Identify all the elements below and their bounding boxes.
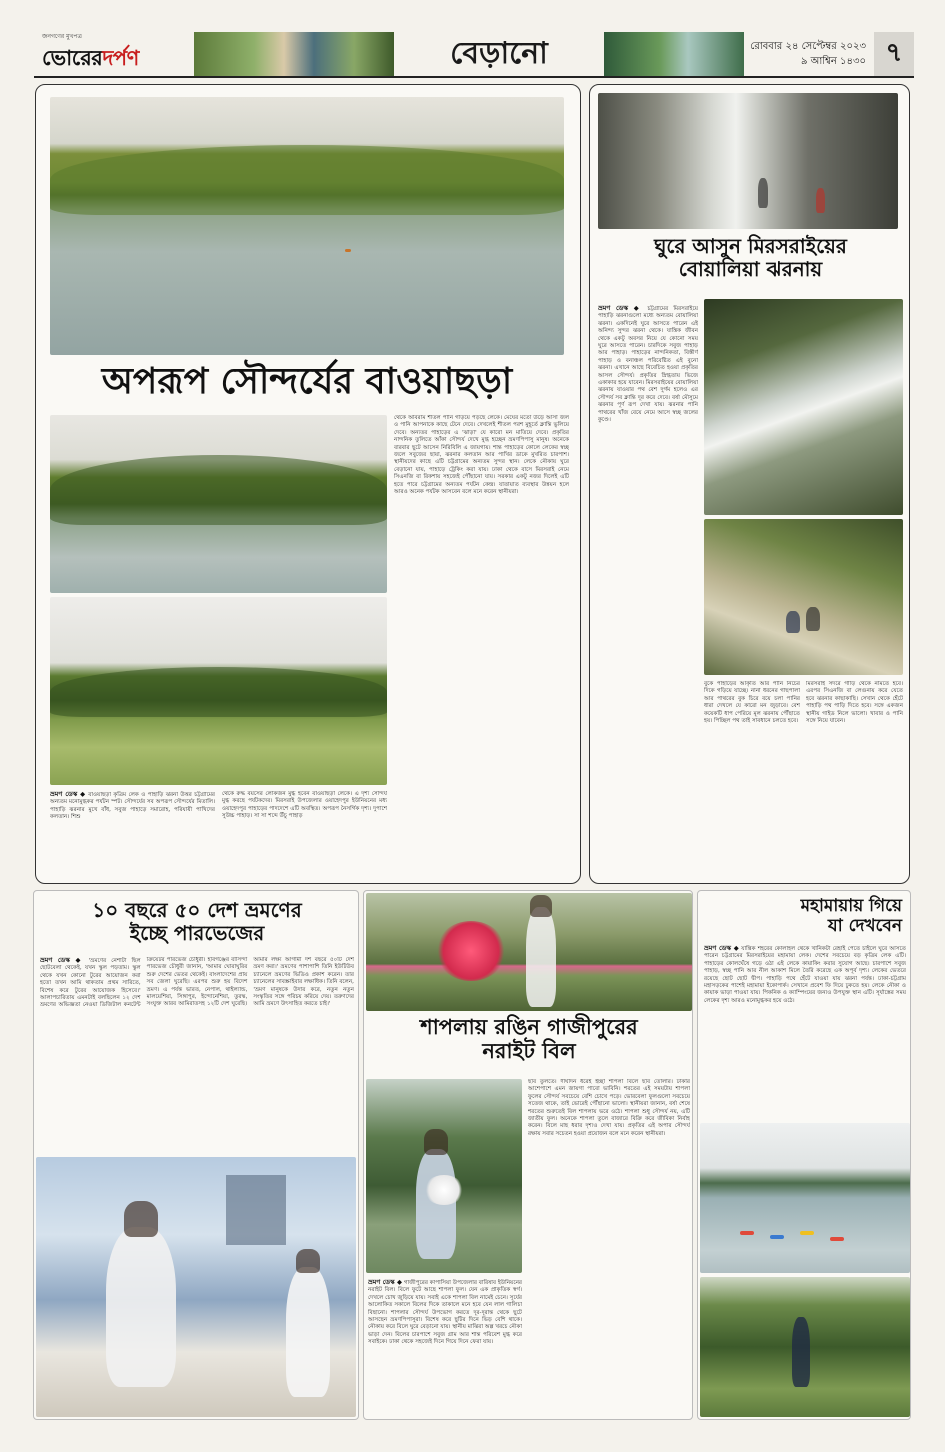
newspaper-name: ভোরেরদর্পণ bbox=[42, 46, 139, 70]
photo-lake-hills bbox=[50, 97, 564, 355]
article-boalia-left bbox=[598, 305, 698, 879]
issue-date-bengali: ৯ আশ্বিন ১৪৩০ bbox=[800, 56, 866, 67]
byline-boalia: ভ্রমণ ডেস্ক ◆ bbox=[598, 305, 643, 312]
headline-naraeet bbox=[368, 1015, 690, 1063]
photo-forest-hiker bbox=[700, 1277, 910, 1417]
photo-meadow bbox=[50, 597, 387, 785]
masthead bbox=[34, 32, 914, 78]
headline-bawachhara: অপরূপ সৌন্দর্যের বাওয়াছড়া bbox=[101, 361, 513, 402]
photo-lake-boats bbox=[700, 1123, 910, 1273]
body-boalia-mid: বুকে পাহাড়ের আকৃতি আর পানি নিচের দিকে গড়িয়ে যাচ্ছে। নানা ধরনের গাছপালা আর পাথরের বুক চিরে বয়ে চলা পানির ধারা দেখলে যে কারো মন জুড়াবে। বেশ কয়েকটি ধাপ পেরিয়ে মূল ঝরনায় পৌঁছাতে হয়। পিচ্ছিল পথ তাই সাবধানে চলতে হবে। bbox=[704, 681, 800, 725]
article-parvez-body bbox=[40, 957, 354, 1153]
body-bawachhara-middle: থেকে রুদ্ধ বয়সের লোকজন মুগ্ধ হবেন বাওয়াছড়া লেকে। এ দৃশ্য সৌন্দর্য মুগ্ধ করছে পর্যটকদের। মিরসরাই উপজেলার ওয়াহেদপুর ইউনিয়নের মধ্য ওয়াহেদপুর পাহাড়ের পাদদেশে এটি অবস্থিত। অপরূপ নৈসর্গিক দৃশ্য। দুপাশে সুউচ্চ পাহাড়। সা সা শব্দে উঁচু পাহাড় bbox=[222, 791, 387, 820]
headline-parvez-line1: ১০ বছরে ৫০ দেশ ভ্রমণের bbox=[92, 898, 302, 922]
photo-waterfall-group bbox=[598, 93, 898, 229]
body-parvez: 'ভ্রমণের নেশাটা ছিল ছোটবেলা থেকেই, যখন স্কুল পড়তাম। স্কুল থেকে যখন কোনো টুরের আয়োজন করা হতো তখন আমি থাকতাম প্রথম সারিতে, বিশেষ করে টুরের আয়োজক হিসেবে।' আলাপচারিতায় এমনটাই বলছিলেন ১২ দেশ ভ্রমণের অভিজ্ঞতা নেওয়া ডিজিটাল কনটেন্ট ক্রিয়েটর পারভেজ চৌধুরী। হবিগঞ্জের বাসিন্দা পারভেজ চৌধুরী জানান, 'আমার ঘোরাঘুরির শুরু দেশের ভেতর থেকেই। বাংলাদেশের প্রায় সব জেলা ঘুরেছি। এরপর শুরু হয় বিদেশ ভ্রমণ। এ পর্যন্ত ভারত, নেপাল, থাইল্যান্ড, মালয়েশিয়া, সিঙ্গাপুর, ইন্দোনেশিয়া, তুরস্ক, সংযুক্ত আরব আমিরাতসহ ১২টি দেশ ঘুরেছি। আমার লক্ষ্য আগামী দশ বছরে ৫০টি দেশ ভ্রমণ করা।' ভ্রমণের পাশাপাশি তিনি ইউটিউব চ্যানেলে ভ্রমণের ভিডিও প্রকাশ করেন। তার চ্যানেলের সাবস্ক্রাইবার লক্ষাধিক। তিনি বলেন, 'ভ্রমণ মানুষকে উদার করে, নতুন নতুন সংস্কৃতির সঙ্গে পরিচয় করিয়ে দেয়। তরুণদের আমি ভ্রমণে উৎসাহিত করতে চাই।' bbox=[40, 957, 354, 1009]
byline-mohamaya: ভ্রমণ ডেস্ক ◆ bbox=[704, 945, 740, 952]
article-parvez bbox=[33, 890, 359, 1420]
masthead-photo-left bbox=[194, 32, 394, 76]
article-naraeet bbox=[363, 890, 693, 1420]
headline-naraeet-line1: শাপলায় রঙিন গাজীপুরের bbox=[420, 1015, 638, 1039]
photo-man-with-lilies bbox=[366, 1079, 522, 1273]
issue-date-gregorian: রোববার ২৪ সেপ্টেম্বর ২০২৩ bbox=[750, 41, 866, 52]
body-mohamaya: যান্ত্রিক শহরের কোলাহল থেকে খানিকটা রেহাই পেতে চাইলে ঘুরে আসতে পারেন চট্টগ্রামের মিরসরাইয়ের মহামায়া লেক। দেশের সবচেয়ে বড় কৃত্রিম লেক এটি। পাহাড়ের কোলঘেঁষে গড়ে ওঠা এই লেকে কায়াকিং করার সুযোগ আছে। চারপাশে সবুজ পাহাড়, স্বচ্ছ পানি আর নীল আকাশ মিলে তৈরি করেছে এক অপূর্ব দৃশ্য। লেকের ভেতরে রয়েছে ছোট ছোট দ্বীপ। পাহাড়ি পথে হেঁটে যাওয়া যায় ঝরনা পর্যন্ত। ঢাকা-চট্টগ্রাম মহাসড়কের পাশেই মহামায়া ইকোপার্ক। সেখানে প্রবেশ ফি দিয়ে ঢুকতে হয়। লেকে নৌকা ও কায়াক ভাড়া পাওয়া যায়। পিকনিক ও ক্যাম্পিংয়ের জন্যও উপযুক্ত স্থান এটি। সূর্যাস্তের সময় লেকের দৃশ্য আরও মনোমুগ্ধকর হয়ে ওঠে। bbox=[704, 946, 906, 1004]
article-boalia-right bbox=[806, 681, 903, 879]
headline-mohamaya bbox=[702, 897, 908, 936]
byline-bawachhara: ভ্রমণ ডেস্ক ◆ bbox=[50, 791, 86, 798]
headline-boalia-line2: বোয়ালিয়া ঝরনায় bbox=[678, 257, 823, 281]
section-title: বেড়ানো bbox=[450, 35, 548, 71]
masthead-photo-right bbox=[604, 32, 744, 76]
newspaper-logo[interactable] bbox=[34, 32, 194, 76]
article-mohamaya bbox=[697, 890, 911, 1420]
headline-parvez bbox=[40, 899, 354, 945]
photo-parvez-travel bbox=[36, 1157, 356, 1417]
photo-water-lilies bbox=[366, 893, 692, 1011]
photo-waterfall-pool bbox=[704, 519, 903, 675]
byline-naraeet: ভ্রমণ ডেস্ক ◆ bbox=[368, 1279, 403, 1286]
article-mohamaya-body bbox=[704, 945, 906, 1093]
headline-naraeet-line2: নরাইট বিল bbox=[482, 1039, 576, 1064]
article-bawachhara-lead bbox=[50, 791, 215, 879]
issue-date bbox=[744, 32, 874, 76]
headline-mohamaya-line1: মহামায়ায় গিয়ে bbox=[800, 896, 902, 916]
headline-mohamaya-line2: যা দেখবেন bbox=[827, 915, 902, 936]
article-naraeet-right bbox=[528, 1079, 690, 1415]
headline-parvez-line2: ইচ্ছে পারভেজের bbox=[129, 921, 265, 945]
body-bawachhara-lead: বাওয়াছড়া কৃত্রিম লেক ও পাহাড়ি ঝরনা উত্তর চট্টগ্রামের অন্যতম মনোমুগ্ধকর পর্যটন স্পট। সৌন্দর্যের সব অপরূপ সৌন্দর্যের মিতালি। পাহাড়ি ঝরনার মুখে বাঁধ, সবুজ পাহাড়ে সমারোহ, পরিযায়ী পাখিদের কলতান। শিশু bbox=[50, 792, 215, 821]
article-boalia bbox=[589, 84, 910, 884]
article-bawachhara-middle bbox=[222, 791, 387, 879]
masthead-tagline: জনগণের মুখপত্র bbox=[42, 33, 82, 40]
headline-boalia bbox=[598, 235, 903, 281]
body-boalia-right: মিরসরাই সদরে গাড়ি থেকে নামতে হবে। এরপর সিএনজি বা লেগুনায় করে যেতে হবে ঝরনার কাছাকাছি। সেখান থেকে হেঁটে পাহাড়ি পথ পাড়ি দিতে হবে। সঙ্গে একজন স্থানীয় গাইড নিলে ভালো। খাবার ও পানি সঙ্গে নিয়ে যাবেন। bbox=[806, 681, 903, 725]
body-boalia-left: চট্টগ্রামের মিরসরাইয়ে পাহাড়ি ঝরনাগুলো মধ্যে অন্যতম বোয়ালিয়া ঝরনা। একদিনেই ঘুরে আসতে পারেন এই অনিন্দ্য সুন্দর ঝরনা থেকে। যান্ত্রিক জীবন থেকে একটু অবসর নিয়ে যে কোনো সময় ঘুরে আসতে পারেন। চারদিকে সবুজ পাহাড় আর পাহাড়। পাহাড়ের নান্দনিকতা, বিস্তীর্ণ পাহাড় ও বনাঞ্চল পরিবেষ্টিত এই বুনো ঝরনা। এখানে আছে বিবেচিত হওয়া প্রকৃতির আসল সৌন্দর্য। প্রকৃতির স্নিগ্ধতায় ভিজে একাকার হয়ে যাবেন। মিরসরাইয়ের বোয়ালিয়া ঝরনায় যাওয়ার পথ বেশ দুর্গম হলেও এর সৌন্দর্য সব ক্লান্তি দূর করে দেবে। বর্ষা মৌসুমে ঝরনার পূর্ণ রূপ দেখা যায়। ঝরনার পানি পাথরের খাঁজ বেয়ে নেমে আসে স্বচ্ছ জলের কুণ্ডে। bbox=[598, 306, 698, 424]
page-number: ৭ bbox=[874, 32, 914, 76]
article-bawachhara-right bbox=[394, 415, 569, 879]
article-bawachhara bbox=[35, 84, 581, 884]
byline-parvez: ভ্রমণ ডেস্ক ◆ bbox=[40, 957, 84, 964]
body-bawachhara-right: থেকে অবিরাম শীতল পানি গড়িয়ে পড়ছে লেকে। মেঘের মতো উড়ে আসা জল ও পানি আপনাকে কাছে টেনে দেবে। দেখলেই শীতল পরশ মুহূর্তে ক্লান্তি ভুলিয়ে দেবে। অন্যতর পাহাড়ের এ 'ঝাড়া' যে কারো মন মাতিয়ে দেবে। প্রকৃতির নান্দনিক তুলিতে আঁকা সৌন্দর্য দেখে মুগ্ধ হচ্ছেন ভ্রমণপিপাসু মানুষ। অনেকে বারবার ছুটে আসেন নিরিবিলি এ জায়গায়। শান্ত পাহাড়ের কোলে লেকের স্বচ্ছ জলে সবুজের ছায়া, ঝরনার কলতান আর পাখির ডাকে মুখরিত চারপাশ। স্থানীয়দের কাছে এটি চট্টগ্রামের অন্যতম সুন্দর স্থান। লেকে নৌকায় ঘুরে বেড়ানো যায়, পাহাড়ে ট্রেকিং করা যায়। ঢাকা থেকে বাসে মিরসরাই নেমে সিএনজি বা রিকশায় সহজেই পৌঁছানো যায়। সরকার একটু নজর দিলেই এটি হতে পারে চট্টগ্রামের অন্যতম পর্যটন কেন্দ্র। যাতায়াত ব্যবস্থার উন্নয়ন হলে আরও অনেক পর্যটক আসবেন বলে মনে করেন স্থানীয়রা। bbox=[394, 415, 569, 496]
body-naraeet-right: ছবি তুলতে। দীর্ঘদিন ধরেই ইচ্ছা শাপলা বিলে ছবি তোলার। ঢাকার আশেপাশে এমন জায়গা পাবো ভাবিনি। শরতের এই সময়টায় শাপলা ফুলের সৌন্দর্য সবচেয়ে বেশি চোখে পড়ে। ভোরবেলা ফুলগুলো সবচেয়ে সতেজ থাকে, তাই ভোরেই পৌঁছানো ভালো। স্থানীয়রা জানান, বর্ষা শেষে শরতের শুরুতেই বিল শাপলায় ভরে ওঠে। শাপলা শুধু সৌন্দর্য নয়, এটি জাতীয় ফুল। অনেকে শাপলা তুলে বাজারে বিক্রি করে জীবিকা নির্বাহ করেন। বিলে মাছ ধরার দৃশ্যও দেখা যায়। প্রকৃতির এই অপার সৌন্দর্য রক্ষায় সবার সচেতন হওয়া প্রয়োজন বলে মনে করেন স্থানীয়রা। bbox=[528, 1079, 690, 1137]
article-boalia-mid bbox=[704, 681, 800, 879]
photo-waterfall-stream bbox=[704, 299, 903, 515]
body-naraeet-left: গাজীপুরের কাপাসিয়া উপজেলার বারিষাব ইউনিয়নের নরাইট বিল। বিলে ফুটে আছে শাপলা ফুল। যেন এক প্রাকৃতিক স্বর্গ। দেখলে চোখ জুড়িয়ে যায়। সবাই একে শাপলা বিল নামেই চেনে। সূর্যের আলোকিত সকালে বিলের দিকে তাকালে মনে হবে যেন লাল গালিচা বিছানো। শাপলার সৌন্দর্য উপভোগ করতে দূর-দূরান্ত থেকে ছুটে আসছেন ভ্রমণপিপাসুরা। বিশেষ করে ছুটির দিনে ভিড় বেশি থাকে। নৌকায় করে বিলে ঘুরে বেড়ানো যায়। স্থানীয় মাঝিরা অল্প খরচে নৌকা ভাড়া দেন। বিলের চারপাশে সবুজ গ্রাম আর শান্ত পরিবেশ মুগ্ধ করে সবাইকে। ঢাকা থেকে সহজেই দিনে গিয়ে দিনে ফেরা যায়। bbox=[368, 1280, 522, 1346]
headline-boalia-line1: ঘুরে আসুন মিরসরাইয়ের bbox=[654, 234, 847, 258]
photo-lake-reflection bbox=[50, 415, 387, 593]
article-naraeet-left bbox=[368, 1279, 522, 1415]
